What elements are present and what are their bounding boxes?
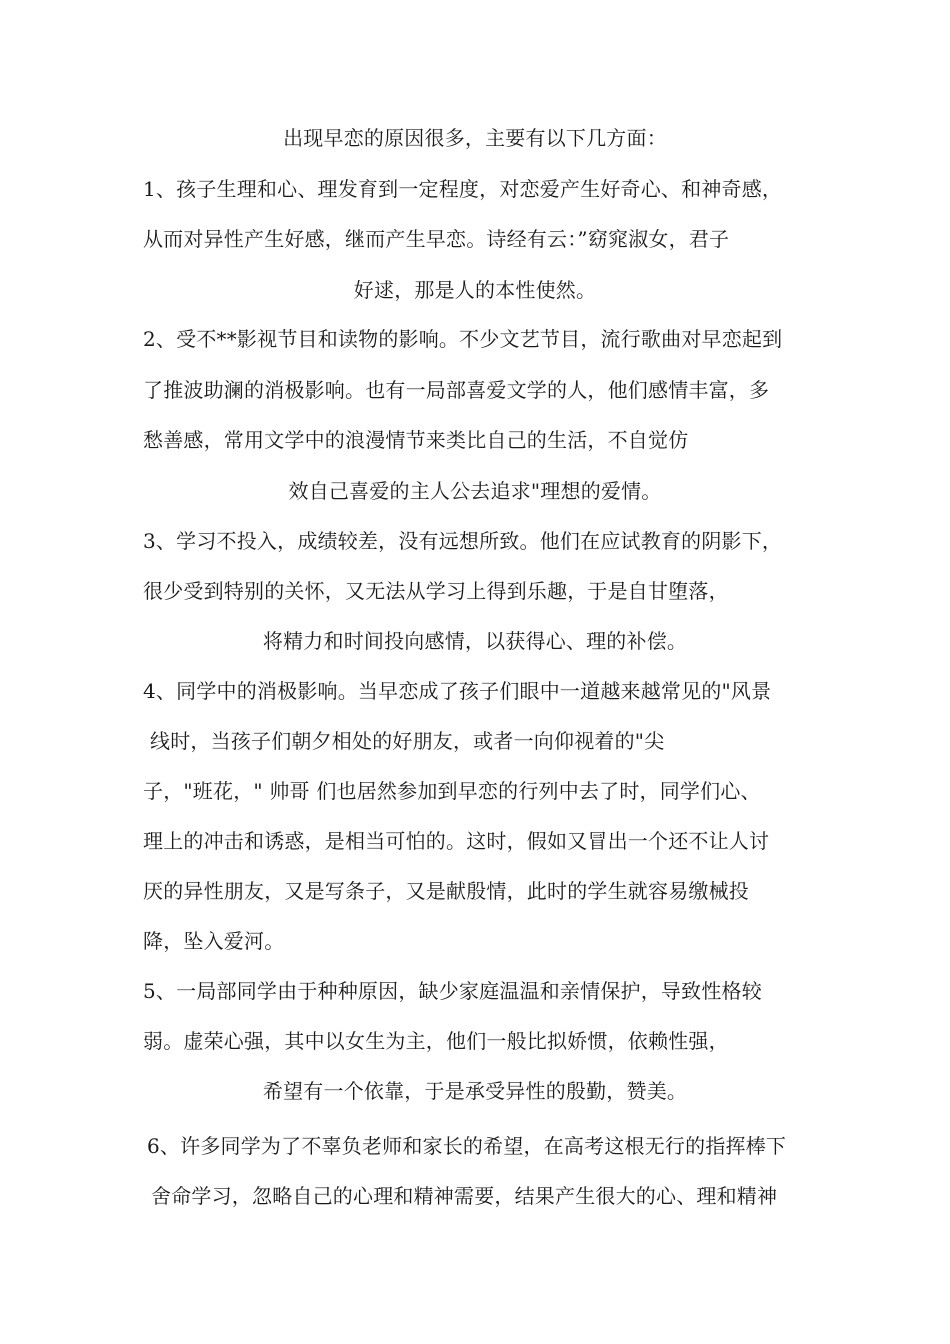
point-4-line-1: 4、同学中的消极影响。当早恋成了孩子们眼中一道越来越常见的"风景 bbox=[143, 679, 772, 703]
point-2-line-1: 2、受不**影视节目和读物的影响。不少文艺节目，流行歌曲对早恋起到 bbox=[143, 327, 783, 351]
point-4-line-3: 子，"班花，" 帅哥 们也居然参加到早恋的行列中去了时，同学们心、 bbox=[143, 779, 761, 803]
point-3-line-2: 很少受到特别的关怀，又无法从学习上得到乐趣，于是自甘堕落， bbox=[143, 579, 729, 603]
point-4-line-5: 厌的异性朋友，又是写条子，又是献殷情，此时的学生就容易缴械投 bbox=[143, 879, 749, 903]
point-6-line-1: 6、许多同学为了不辜负老师和家长的希望，在高考这根无行的指挥棒下 bbox=[147, 1134, 787, 1158]
point-3-line-1: 3、学习不投入，成绩较差，没有远想所致。他们在应试教育的阴影下， bbox=[143, 529, 783, 553]
intro-heading: 出现早恋的原因很多，主要有以下几方面： bbox=[283, 126, 667, 150]
point-5-line-3: 希望有一个依靠，于是承受异性的殷勤，赞美。 bbox=[262, 1079, 688, 1103]
point-4-line-6: 降，坠入爱河。 bbox=[143, 929, 285, 953]
point-6-line-2: 舍命学习，忽略自己的心理和精神需要，结果产生很大的心、理和精神 bbox=[151, 1184, 778, 1208]
point-1-line-3: 好逑，那是人的本性使然。 bbox=[353, 278, 597, 302]
point-2-line-4: 效自己喜爱的主人公去追求"理想的爱情。 bbox=[288, 479, 662, 503]
point-1-line-1: 1、孩子生理和心、理发育到一定程度，对恋爱产生好奇心、和神奇感， bbox=[143, 177, 783, 201]
point-3-line-3: 将精力和时间投向感情，以获得心、理的补偿。 bbox=[262, 629, 688, 653]
point-2-line-2: 了推波助澜的消极影响。也有一局部喜爱文学的人，他们感情丰富，多 bbox=[143, 378, 770, 402]
point-2-line-3: 愁善感，常用文学中的浪漫情节来类比自己的生活，不自觉仿 bbox=[143, 428, 689, 452]
point-5-line-1: 5、一局部同学由于种种原因，缺少家庭温温和亲情保护，导致性格较 bbox=[143, 979, 762, 1003]
point-4-line-4: 理上的冲击和诱惑，是相当可怕的。这时，假如又冒出一个还不让人讨 bbox=[143, 829, 770, 853]
point-4-line-2: 线时，当孩子们朝夕相处的好朋友，或者一向仰视着的"尖 bbox=[150, 729, 665, 753]
point-1-line-2: 从而对异性产生好感，继而产生早恋。诗经有云：”窈窕淑女，君子 bbox=[143, 227, 730, 251]
point-5-line-2: 弱。虚荣心强，其中以女生为主，他们一般比拟娇惯，依赖性强， bbox=[143, 1029, 729, 1053]
